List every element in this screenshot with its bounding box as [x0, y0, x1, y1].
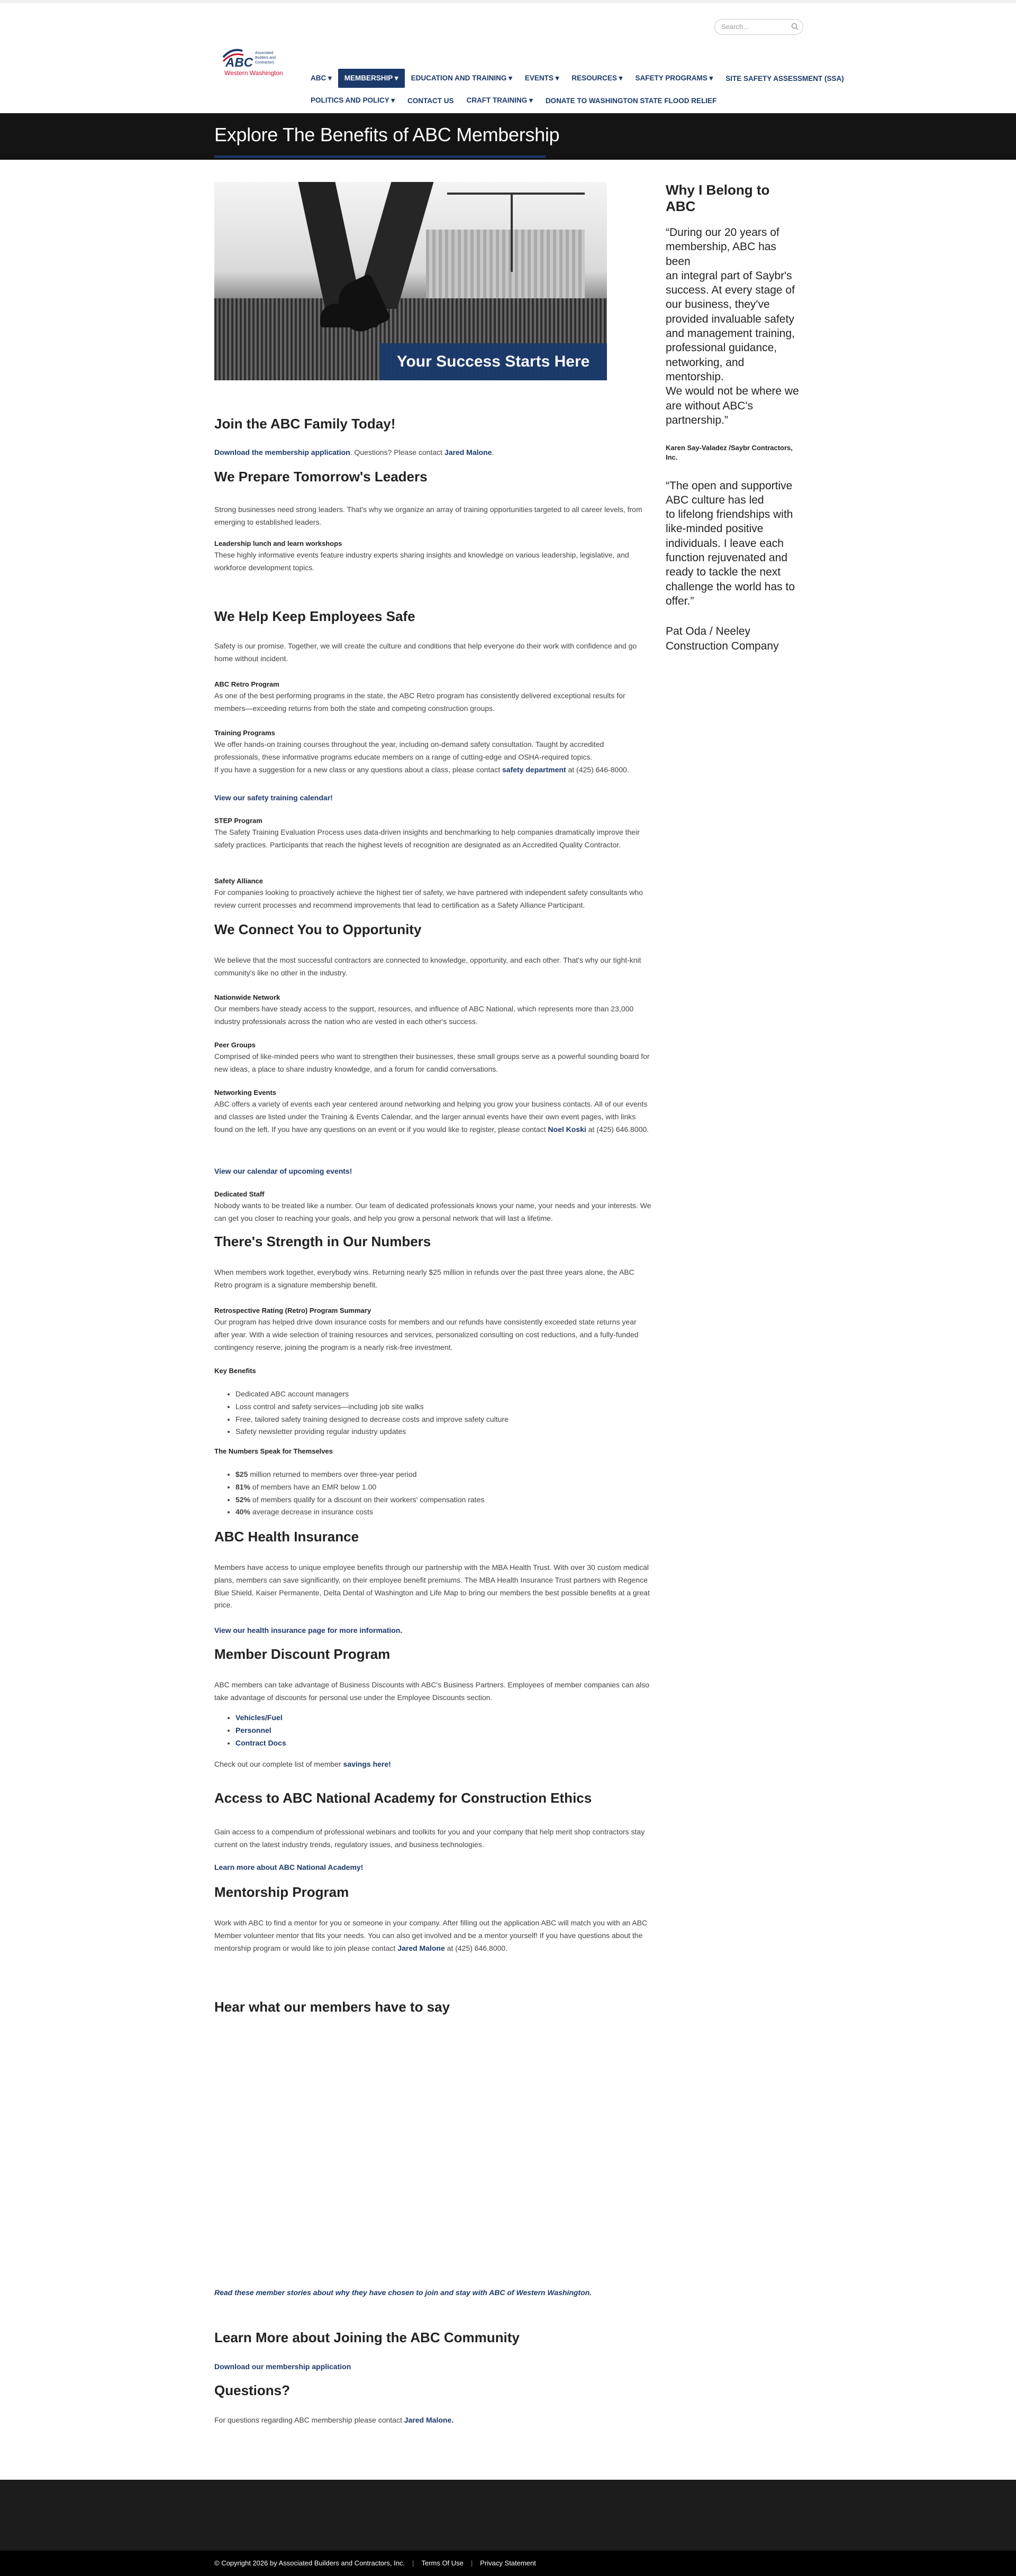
nav-item[interactable]: EVENTS ▾ — [524, 74, 559, 82]
number-value: 52% — [235, 1495, 251, 1504]
academy-link[interactable]: Learn more about ABC National Academy! — [214, 1863, 364, 1871]
training-contact-paragraph — [214, 764, 651, 777]
member-stories-link[interactable]: Read these member stories about why they have chosen to join and stay with ABC of Western Washington. — [214, 2288, 592, 2297]
safety-department-link[interactable]: safety department — [502, 765, 566, 774]
mentorship-heading: Mentorship Program — [214, 1884, 349, 1900]
testimonials-heading: Hear what our members have to say — [214, 1999, 450, 2015]
benefit-item: • Safety newsletter providing regular industry updates — [235, 1426, 651, 1438]
number-text: million returned to members over three-year period — [248, 1470, 417, 1478]
nav-item[interactable]: DONATE TO WASHINGTON STATE FLOOD RELIEF — [545, 96, 717, 105]
connect-heading: We Connect You to Opportunity — [214, 921, 422, 937]
safety-paragraph: Safety is our promise. Together, we will create the culture and conditions that help everyone do their work with confidence and go home without incident. — [214, 642, 637, 663]
download-membership-application-link[interactable]: Download our membership application — [214, 2362, 351, 2371]
step-heading: STEP Program — [214, 817, 262, 825]
networking-events-text: ABC offers a variety of events each year centered around networking and helping you grow your business contacts. All of our events and classes are listed under the Training & Events Calendar, and the larger annual events have their own event pages, with links found on the left. If you have any questions on an event or if you would like to register, please contact — [214, 1100, 648, 1134]
safety-heading: We Help Keep Employees Safe — [214, 608, 415, 624]
discount-more-text: Check out our complete list of member — [214, 1760, 343, 1768]
mentorship-text: Work with ABC to find a mentor for you or someone in your company. After filling out the application ABC will match you with an ABC Member volunteer mentor that fits your needs. You can also get involved and be a mentor yourself! If you have questions about the mentorship program or would like to join please contact — [214, 1919, 648, 1952]
testimonial-cite-2: Pat Oda / Neeley Construction Company — [666, 625, 779, 652]
number-value: $25 — [235, 1470, 248, 1478]
search-placeholder: Search... — [721, 23, 749, 31]
academy-heading: Access to ABC National Academy for Construction Ethics — [214, 1790, 592, 1806]
strength-paragraph: When members work together, everybody wins. Returning nearly $25 million in refunds over the past three years alone, the ABC Retro program is a signature membership benefit. — [214, 1268, 634, 1289]
svg-text:Western Washington: Western Washington — [224, 69, 283, 77]
page-title: Explore The Benefits of ABC Membership — [214, 124, 560, 145]
discount-link[interactable]: Vehicles/Fuel — [235, 1713, 283, 1722]
join-text: . Questions? Please contact — [350, 448, 444, 456]
nav-item[interactable]: MEMBERSHIP ▾ — [338, 69, 405, 88]
download-application-link[interactable]: Download the membership application — [214, 448, 350, 456]
mentorship-phone: at (425) 646.8000. — [444, 1943, 508, 1952]
dedicated-staff-heading: Dedicated Staff — [214, 1190, 265, 1198]
nationwide-network-heading: Nationwide Network — [214, 993, 280, 1001]
svg-text:ABC: ABC — [225, 56, 253, 70]
safety-training-calendar-link[interactable]: View our safety training calendar! — [214, 793, 333, 802]
sidebar-title: Why I Belong to ABC — [666, 182, 770, 214]
questions-text: For questions regarding ABC membership please contact — [214, 2416, 404, 2424]
training-paragraph: We offer hands-on training courses throughout the year, including on-demand safety consultation. Taught by accredited professionals, these informative programs educate members on a range of cutting-edge and OSHA-required topics. — [214, 740, 604, 761]
number-text: of members have an EMR below 1.00 — [250, 1482, 377, 1491]
svg-text:Builders and: Builders and — [255, 56, 276, 60]
testimonial-quote-2: “The open and supportive ABC culture has led to lifelong friendships with like-minded positive individuals. I leave each function rejuvenated and ready to tackle the next challenge the world has to offer.” — [666, 479, 795, 607]
discount-link-item — [235, 1712, 651, 1724]
nav-item[interactable]: SITE SAFETY ASSESSMENT (SSA) — [725, 74, 844, 83]
connect-paragraph: We believe that the most successful contractors are connected to knowledge, opportunity, and each other. That's why our tight-knit community's like no other in the industry. — [214, 956, 641, 977]
savings-link[interactable]: savings here! — [343, 1760, 391, 1768]
health-insurance-link[interactable]: View our health insurance page for more information. — [214, 1626, 403, 1634]
academy-paragraph: Gain access to a compendium of professional webinars and toolkits for you and your company that help merit shop contractors stay current on the latest industry trends, regulatory issues, and business technologies. — [214, 1828, 645, 1849]
join-paragraph — [214, 446, 651, 459]
strength-heading: There's Strength in Our Numbers — [214, 1234, 431, 1249]
number-item — [235, 1506, 651, 1519]
benefit-item: • Free, tailored safety training designed to decrease costs and improve safety culture — [235, 1413, 651, 1426]
nav-item[interactable]: EDUCATION AND TRAINING ▾ — [411, 74, 512, 82]
number-value: 81% — [235, 1482, 251, 1491]
key-benefits-list — [214, 1388, 651, 1438]
number-text: of members qualify for a discount on their workers' compensation rates — [250, 1495, 485, 1504]
safety-alliance-heading: Safety Alliance — [214, 877, 264, 885]
svg-text:Contractors: Contractors — [255, 61, 275, 65]
number-value: 40% — [235, 1508, 251, 1517]
health-insurance-paragraph: Members have access to unique employee benefits through our partnership with the MBA Health Trust. With over 30 custom medical plans, members can save significantly, on their employee benefit premiums. The MBA Health Insurance Trust partners with Regence Blue Shield, Kaiser Permanente, Delta Dental of Washington and Life Map to bring our members the best possible benefits at a great price. — [214, 1563, 650, 1610]
leaders-paragraph: Strong businesses need strong leaders. That's why we organize an array of training opportunities targeted to all career levels, from emerging to established leaders. — [214, 505, 642, 526]
site-header — [0, 3, 1016, 113]
join-end: . — [492, 448, 494, 456]
learn-more-heading: Learn More about Joining the ABC Community — [214, 2330, 520, 2345]
number-item — [235, 1481, 651, 1494]
search-input[interactable] — [714, 19, 803, 35]
nav-item[interactable]: ABC ▾ — [311, 74, 332, 82]
discount-link-item — [235, 1737, 651, 1750]
abc-logo[interactable] — [222, 45, 294, 78]
banner-crane — [447, 193, 585, 195]
questions-heading: Questions? — [214, 2382, 291, 2398]
join-heading: Join the ABC Family Today! — [214, 416, 396, 432]
discount-more-paragraph — [214, 1758, 651, 1771]
networking-events-paragraph — [214, 1098, 651, 1136]
terms-link[interactable]: Terms Of Use — [421, 2559, 464, 2567]
footer-separator: | — [470, 2559, 473, 2567]
nav-item[interactable]: CONTACT US — [407, 96, 454, 105]
leaders-heading: We Prepare Tomorrow's Leaders — [214, 469, 428, 485]
leadership-workshops-paragraph: These highly informative events feature industry experts sharing insights and knowledge on various leadership, legislative, and workforce development topics. — [214, 551, 629, 572]
banner-tagline: Your Success Starts Here — [379, 343, 607, 380]
number-item — [235, 1468, 651, 1481]
banner-building — [426, 230, 585, 304]
upcoming-events-link[interactable]: View our calendar of upcoming events! — [214, 1167, 352, 1175]
nav-item[interactable]: RESOURCES ▾ — [572, 74, 623, 82]
retro-paragraph: As one of the best performing programs in the state, the ABC Retro program has consistently delivered exceptional results for members—exceeding returns from both the state and competing construction groups. — [214, 691, 625, 712]
noel-koski-link[interactable]: Noel Koski — [548, 1125, 586, 1134]
numbers-list — [214, 1468, 651, 1519]
discount-paragraph: ABC members can take advantage of Business Discounts with ABC's Business Partners. Employees of member companies can also take advantage of discounts for personal use under the Employee Discounts section. — [214, 1680, 650, 1702]
discount-heading: Member Discount Program — [214, 1646, 391, 1662]
banner-crane-mast — [511, 193, 513, 272]
step-paragraph: The Safety Training Evaluation Process uses data-driven insights and benchmarking to help companies dramatically improve their safety practices. Participants that reach the highest levels of recognition are designated as an Accredited Quality Contractor. — [214, 828, 640, 849]
site-footer — [0, 2480, 1016, 2576]
copyright-text: © Copyright 2026 by Associated Builders and Contractors, Inc. — [214, 2559, 405, 2567]
sidebar — [666, 182, 800, 653]
nav-item[interactable]: SAFETY PROGRAMS ▾ — [635, 74, 713, 82]
footer-copyright — [214, 2559, 536, 2567]
page-hero — [0, 113, 1016, 160]
training-contact-text: If you have a suggestion for a new class or any questions about a class, please contact — [214, 765, 502, 774]
mentorship-jared-malone-link[interactable]: Jared Malone — [397, 1943, 445, 1952]
discount-link-item — [235, 1724, 651, 1737]
health-insurance-heading: ABC Health Insurance — [214, 1529, 359, 1545]
search-icon[interactable] — [791, 23, 799, 30]
numbers-heading: The Numbers Speak for Themselves — [214, 1447, 333, 1455]
discount-link[interactable]: Contract Docs — [235, 1738, 286, 1747]
safety-alliance-paragraph: For companies looking to proactively achieve the highest tier of safety, we have partnered with independent safety consultants who review current processes and recommend improvements that lead to certification as a Safety Alliance Participant. — [214, 888, 643, 909]
questions-jared-malone-link[interactable]: Jared Malone. — [404, 2416, 454, 2424]
discount-links-list — [214, 1712, 651, 1749]
mentorship-paragraph — [214, 1917, 651, 1954]
events-phone: at (425) 646.8000. — [586, 1125, 649, 1134]
testimonial-quote-1: “During our 20 years of membership, ABC has been an integral part of Saybr's success. At every stage of our business, they've provided invaluable safety and management training, professional guidance, networking, and mentorship. We would not be where we are without ABC's partnership.” — [666, 226, 799, 426]
retro-heading: ABC Retro Program — [214, 680, 279, 688]
retro-summary-heading: Retrospective Rating (Retro) Program Summary — [214, 1307, 371, 1314]
peer-groups-heading: Peer Groups — [214, 1041, 256, 1049]
discount-link[interactable]: Personnel — [235, 1725, 271, 1734]
svg-text:Associated: Associated — [255, 51, 274, 55]
title-underline — [214, 156, 546, 158]
footer-separator: | — [412, 2559, 414, 2567]
dedicated-staff-paragraph: Nobody wants to be treated like a number. Our team of dedicated professionals knows your name, your needs and your interests. We can get you closer to reaching your goals, and help you grow a personal network that will last a lifetime. — [214, 1201, 651, 1222]
membership-banner-image — [214, 182, 607, 380]
networking-events-heading: Networking Events — [214, 1089, 277, 1097]
nationwide-network-paragraph: Our members have steady access to the support, resources, and influence of ABC National, which represents more than 23,000 industry professionals across the nation who are vested in each other's success. — [214, 1004, 634, 1026]
main-nav — [304, 69, 844, 110]
main-content — [214, 182, 651, 2424]
leadership-workshops-heading: Leadership lunch and learn workshops — [214, 540, 342, 547]
testimonial-cite-1: Karen Say-Valadez /Saybr Contractors, Inc. — [666, 444, 793, 462]
benefit-item: • Loss control and safety services—including job site walks — [235, 1401, 651, 1413]
questions-paragraph — [214, 2414, 651, 2427]
training-heading: Training Programs — [214, 729, 275, 737]
training-phone: at (425) 646-8000. — [566, 765, 629, 774]
peer-groups-paragraph: Comprised of like-minded peers who want to strengthen their businesses, these small groups serve as a powerful sounding board for new ideas, a place to share industry knowledge, and a forum for candid conversations. — [214, 1052, 650, 1073]
nav-row-1 — [304, 69, 844, 88]
key-benefits-heading: Key Benefits — [214, 1367, 256, 1375]
number-item — [235, 1494, 651, 1506]
nav-item[interactable]: CRAFT TRAINING ▾ — [466, 96, 533, 104]
nav-row-2 — [304, 91, 781, 110]
jared-malone-link[interactable]: Jared Malone — [444, 448, 492, 456]
benefit-item: • Dedicated ABC account managers — [235, 1388, 651, 1401]
number-text: average decrease in insurance costs — [250, 1508, 373, 1517]
retro-summary-paragraph: Our program has helped drive down insurance costs for members and our refunds have consistently exceeded state returns year after year. With a wide selection of training resources and services, personalized consulting on cost reductions, and a fully-funded contingency reserve, joining the program is a nearly risk-free investment. — [214, 1318, 639, 1351]
nav-item[interactable]: POLITICS AND POLICY ▾ — [311, 96, 395, 104]
privacy-link[interactable]: Privacy Statement — [480, 2559, 536, 2567]
